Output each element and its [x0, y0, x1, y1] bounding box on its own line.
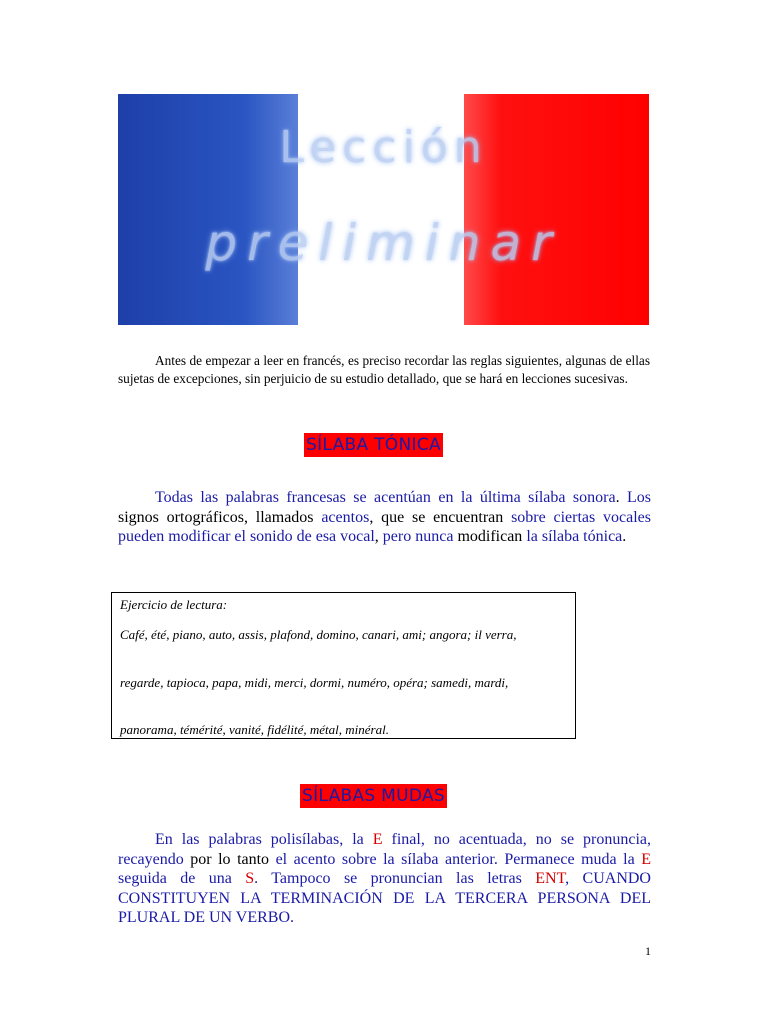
text-segment: , CUANDO CONSTITUYEN LA TERMINACIÓN DE LA TERCERA PERSONA DEL PLURAL DE UN VERBO.	[118, 870, 651, 926]
intro-paragraph	[118, 352, 650, 387]
text-segment: , que se encuentran	[369, 508, 512, 526]
heading-silabas-mudas: SÍLABAS MUDAS	[302, 786, 446, 806]
paragraph-silaba-tonica	[118, 488, 651, 547]
text-segment: . Tampoco se pronuncian las letras	[254, 870, 536, 887]
text-segment: pero nunca	[382, 528, 454, 545]
text-segment: Los	[627, 489, 652, 506]
exercise-line-3: panorama, témérité, vanité, fidélité, métal, minéral.	[120, 722, 389, 737]
text-segment: S	[245, 870, 255, 887]
text-segment: ,	[374, 528, 383, 545]
text-segment: Todas las palabras francesas se acentúan en la última sílaba sonora	[155, 489, 616, 506]
title-banner	[118, 94, 649, 325]
text-segment: final, no acentuada, no se pronuncia, recayendo	[118, 831, 651, 868]
exercise-line-2: regarde, tapioca, papa, midi, merci, dormi, numéro, opéra; samedi, mardi,	[120, 675, 509, 690]
text-segment: .	[615, 489, 620, 506]
page-number: 1	[645, 944, 651, 958]
text-segment: signos ortográficos, llamados	[118, 508, 322, 526]
text-segment: seguida de una	[118, 870, 246, 887]
paragraph-silabas-mudas	[118, 830, 651, 928]
text-segment: .	[622, 528, 627, 545]
intro-text: Antes de empezar a leer en francés, es preciso recordar las reglas siguientes, algunas de ellas sujetas de excepciones, sin perjuicio de su estudio detallado, que se hará en lecciones sucesivas.	[118, 353, 650, 386]
heading-silaba-tonica: SÍLABA TÓNICA	[306, 435, 441, 455]
reading-exercise-box	[111, 592, 576, 739]
banner-title-line1: Lección	[279, 122, 488, 173]
text-segment: el acento sobre la sílaba anterior. Permanece muda la	[275, 850, 642, 868]
text-segment: En las palabras polisílabas, la	[155, 831, 373, 848]
text-segment: ENT	[535, 870, 566, 887]
text-segment: sobre ciertas vocales pueden modificar el sonido de esa vocal	[118, 508, 652, 545]
text-segment: E	[641, 850, 651, 868]
text-segment: la sílaba tónica	[526, 528, 623, 545]
exercise-title: Ejercicio de lectura:	[120, 597, 228, 612]
text-segment: por lo tanto	[183, 850, 276, 868]
banner-title-line2: preliminar	[205, 214, 562, 272]
exercise-line-1: Café, été, piano, auto, assis, plafond, domino, canari, ami; angora; il verra,	[120, 627, 517, 642]
text-segment: modifican	[453, 528, 527, 545]
text-segment: E	[372, 831, 383, 848]
text-segment: acentos	[321, 508, 370, 526]
